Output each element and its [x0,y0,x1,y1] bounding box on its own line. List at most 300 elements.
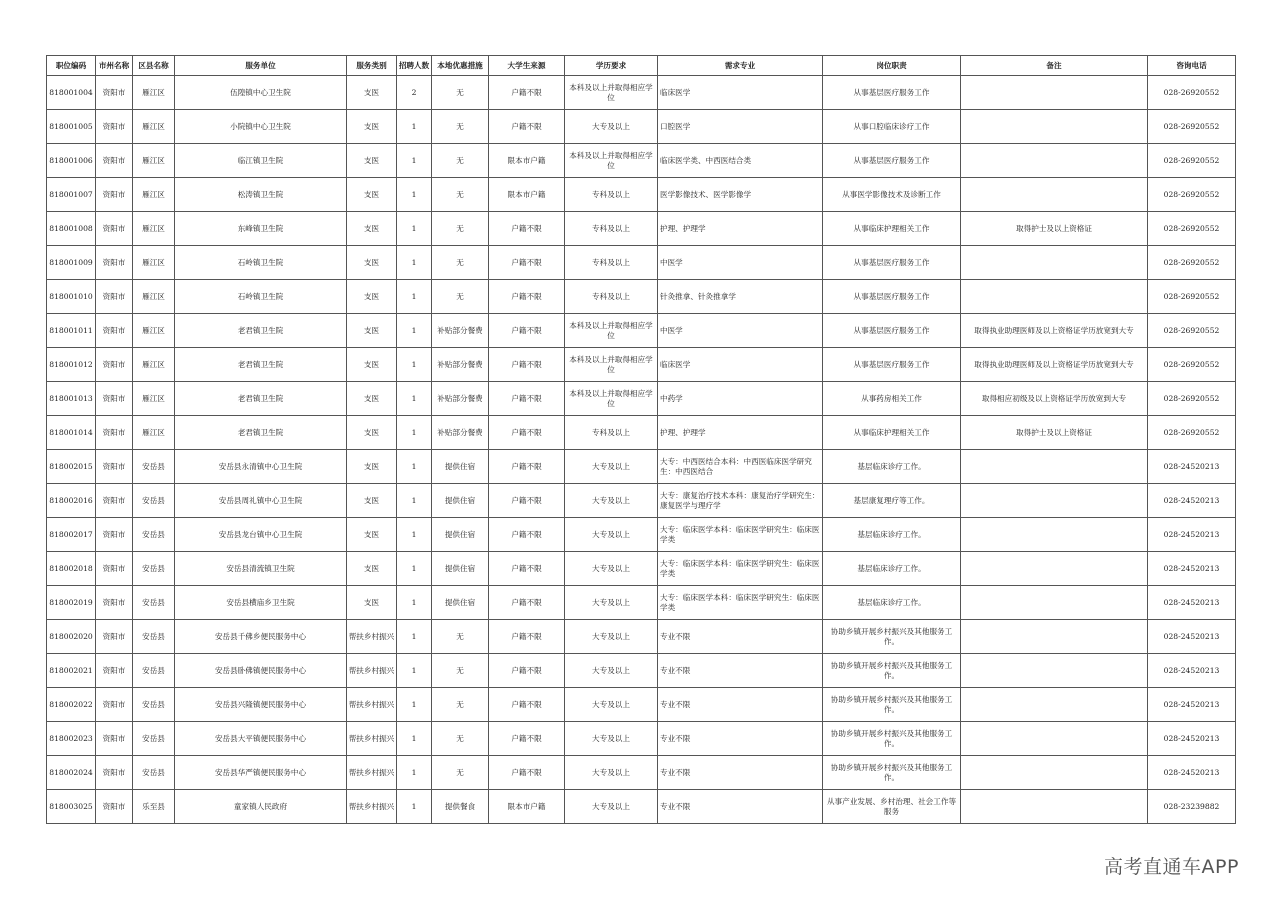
cell-job-code: 818001013 [47,382,96,416]
cell-service-type: 支医 [347,280,397,314]
header-city: 市州名称 [96,56,133,76]
header-headcount: 招聘人数 [397,56,432,76]
cell-major: 中药学 [658,382,823,416]
cell-city: 资阳市 [96,144,133,178]
cell-major: 专业不限 [658,722,823,756]
cell-remarks: 取得相应初级及以上资格证学历放宽到大专 [961,382,1148,416]
cell-phone: 028-24520213 [1148,552,1236,586]
cell-service-unit: 伍隍镇中心卫生院 [175,76,347,110]
cell-education: 大专及以上 [565,654,658,688]
cell-remarks [961,450,1148,484]
cell-headcount: 1 [397,246,432,280]
cell-service-unit: 老君镇卫生院 [175,382,347,416]
cell-phone: 028-26920552 [1148,144,1236,178]
cell-district: 雁江区 [133,144,175,178]
table-row [47,314,1236,348]
table-row [47,450,1236,484]
cell-job-code: 818001011 [47,314,96,348]
cell-service-type: 支医 [347,348,397,382]
cell-city: 资阳市 [96,790,133,824]
cell-local-benefit: 无 [432,756,489,790]
cell-local-benefit: 无 [432,620,489,654]
cell-remarks [961,76,1148,110]
recruitment-table [46,55,1236,824]
cell-service-type: 支医 [347,552,397,586]
cell-job-code: 818002021 [47,654,96,688]
header-student-origin: 大学生来源 [489,56,565,76]
cell-phone: 028-26920552 [1148,110,1236,144]
cell-phone: 028-24520213 [1148,688,1236,722]
cell-local-benefit: 无 [432,144,489,178]
table-header-row [47,56,1236,76]
cell-phone: 028-24520213 [1148,586,1236,620]
cell-job-code: 818001007 [47,178,96,212]
cell-city: 资阳市 [96,348,133,382]
cell-local-benefit: 无 [432,212,489,246]
table-row [47,790,1236,824]
header-local-benefit: 本地优惠措施 [432,56,489,76]
cell-duties: 从事产业发展、乡村治理、社会工作等服务 [823,790,961,824]
cell-job-code: 818001012 [47,348,96,382]
cell-duties: 协助乡镇开展乡村振兴及其他服务工作。 [823,654,961,688]
cell-student-origin: 户籍不限 [489,382,565,416]
cell-headcount: 1 [397,280,432,314]
cell-service-unit: 老君镇卫生院 [175,416,347,450]
cell-duties: 基层临床诊疗工作。 [823,450,961,484]
cell-duties: 基层临床诊疗工作。 [823,552,961,586]
cell-education: 大专及以上 [565,620,658,654]
table-row [47,178,1236,212]
cell-education: 专科及以上 [565,212,658,246]
cell-student-origin: 户籍不限 [489,246,565,280]
cell-education: 本科及以上并取得相应学位 [565,314,658,348]
cell-service-unit: 童家镇人民政府 [175,790,347,824]
cell-duties: 从事药房相关工作 [823,382,961,416]
cell-city: 资阳市 [96,110,133,144]
header-district: 区县名称 [133,56,175,76]
cell-local-benefit: 补贴部分餐费 [432,314,489,348]
cell-city: 资阳市 [96,76,133,110]
cell-headcount: 1 [397,416,432,450]
cell-major: 专业不限 [658,688,823,722]
cell-student-origin: 户籍不限 [489,722,565,756]
cell-phone: 028-26920552 [1148,314,1236,348]
cell-student-origin: 户籍不限 [489,620,565,654]
cell-phone: 028-26920552 [1148,178,1236,212]
table-row [47,756,1236,790]
table-row [47,246,1236,280]
table-row [47,586,1236,620]
cell-education: 大专及以上 [565,688,658,722]
cell-district: 乐至县 [133,790,175,824]
cell-service-unit: 老君镇卫生院 [175,348,347,382]
cell-remarks [961,722,1148,756]
cell-major: 医学影像技术、医学影像学 [658,178,823,212]
cell-job-code: 818003025 [47,790,96,824]
cell-education: 大专及以上 [565,552,658,586]
cell-duties: 协助乡镇开展乡村振兴及其他服务工作。 [823,688,961,722]
cell-service-type: 支医 [347,178,397,212]
cell-headcount: 1 [397,688,432,722]
cell-duties: 从事基层医疗服务工作 [823,348,961,382]
cell-city: 资阳市 [96,416,133,450]
cell-duties: 基层康复理疗等工作。 [823,484,961,518]
cell-phone: 028-26920552 [1148,280,1236,314]
cell-headcount: 1 [397,212,432,246]
cell-service-type: 帮扶乡村振兴 [347,756,397,790]
cell-service-unit: 安岳县周礼镇中心卫生院 [175,484,347,518]
cell-district: 雁江区 [133,416,175,450]
cell-student-origin: 户籍不限 [489,586,565,620]
cell-major: 口腔医学 [658,110,823,144]
cell-education: 专科及以上 [565,280,658,314]
cell-city: 资阳市 [96,722,133,756]
cell-local-benefit: 无 [432,654,489,688]
cell-job-code: 818001008 [47,212,96,246]
cell-headcount: 2 [397,76,432,110]
cell-job-code: 818001010 [47,280,96,314]
cell-headcount: 1 [397,552,432,586]
table-row [47,280,1236,314]
table-body [47,76,1236,824]
table-row [47,382,1236,416]
header-phone: 咨询电话 [1148,56,1236,76]
cell-service-unit: 临江镇卫生院 [175,144,347,178]
cell-major: 临床医学 [658,348,823,382]
cell-local-benefit: 补贴部分餐费 [432,416,489,450]
cell-job-code: 818002022 [47,688,96,722]
header-job-code: 职位编码 [47,56,96,76]
cell-major: 护理、护理学 [658,416,823,450]
cell-major: 专业不限 [658,756,823,790]
cell-headcount: 1 [397,790,432,824]
cell-local-benefit: 提供住宿 [432,484,489,518]
cell-headcount: 1 [397,110,432,144]
cell-duties: 从事基层医疗服务工作 [823,246,961,280]
cell-city: 资阳市 [96,688,133,722]
cell-service-unit: 安岳县龙台镇中心卫生院 [175,518,347,552]
table-row [47,620,1236,654]
cell-student-origin: 户籍不限 [489,654,565,688]
cell-education: 大专及以上 [565,110,658,144]
cell-service-unit: 安岳县永清镇中心卫生院 [175,450,347,484]
cell-headcount: 1 [397,348,432,382]
cell-district: 雁江区 [133,314,175,348]
cell-major: 大专：康复治疗技术本科：康复治疗学研究生：康复医学与理疗学 [658,484,823,518]
table-row [47,212,1236,246]
cell-job-code: 818002019 [47,586,96,620]
table-row [47,484,1236,518]
cell-headcount: 1 [397,518,432,552]
table-row [47,722,1236,756]
cell-city: 资阳市 [96,280,133,314]
table-row [47,552,1236,586]
cell-major: 中医学 [658,246,823,280]
cell-student-origin: 限本市户籍 [489,790,565,824]
cell-remarks: 取得执业助理医师及以上资格证学历放宽到大专 [961,314,1148,348]
cell-district: 安岳县 [133,450,175,484]
cell-student-origin: 户籍不限 [489,518,565,552]
cell-phone: 028-26920552 [1148,246,1236,280]
cell-district: 雁江区 [133,348,175,382]
cell-district: 安岳县 [133,756,175,790]
cell-service-type: 支医 [347,518,397,552]
cell-remarks [961,654,1148,688]
cell-service-unit: 老君镇卫生院 [175,314,347,348]
cell-major: 中医学 [658,314,823,348]
cell-district: 安岳县 [133,620,175,654]
cell-job-code: 818001006 [47,144,96,178]
cell-student-origin: 户籍不限 [489,756,565,790]
cell-city: 资阳市 [96,246,133,280]
cell-education: 大专及以上 [565,756,658,790]
cell-education: 本科及以上并取得相应学位 [565,382,658,416]
cell-phone: 028-26920552 [1148,348,1236,382]
cell-remarks [961,688,1148,722]
cell-student-origin: 限本市户籍 [489,144,565,178]
cell-local-benefit: 提供住宿 [432,586,489,620]
cell-duties: 基层临床诊疗工作。 [823,586,961,620]
cell-city: 资阳市 [96,314,133,348]
cell-job-code: 818002015 [47,450,96,484]
cell-service-unit: 石岭镇卫生院 [175,246,347,280]
cell-remarks [961,586,1148,620]
cell-education: 专科及以上 [565,416,658,450]
cell-education: 本科及以上并取得相应学位 [565,76,658,110]
cell-job-code: 818001005 [47,110,96,144]
cell-district: 雁江区 [133,212,175,246]
cell-service-unit: 石岭镇卫生院 [175,280,347,314]
cell-remarks [961,484,1148,518]
table-row [47,654,1236,688]
cell-student-origin: 限本市户籍 [489,178,565,212]
cell-headcount: 1 [397,314,432,348]
cell-service-type: 支医 [347,144,397,178]
cell-remarks [961,280,1148,314]
header-major: 需求专业 [658,56,823,76]
cell-service-type: 支医 [347,416,397,450]
cell-service-unit: 松涛镇卫生院 [175,178,347,212]
cell-education: 大专及以上 [565,722,658,756]
cell-district: 雁江区 [133,178,175,212]
cell-duties: 从事基层医疗服务工作 [823,76,961,110]
cell-education: 专科及以上 [565,246,658,280]
cell-phone: 028-26920552 [1148,382,1236,416]
cell-local-benefit: 无 [432,110,489,144]
cell-duties: 协助乡镇开展乡村振兴及其他服务工作。 [823,756,961,790]
cell-student-origin: 户籍不限 [489,450,565,484]
table-row [47,76,1236,110]
cell-duties: 协助乡镇开展乡村振兴及其他服务工作。 [823,620,961,654]
table-row [47,348,1236,382]
cell-city: 资阳市 [96,484,133,518]
cell-local-benefit: 提供住宿 [432,450,489,484]
cell-job-code: 818002023 [47,722,96,756]
cell-headcount: 1 [397,722,432,756]
cell-service-unit: 安岳县千佛乡便民服务中心 [175,620,347,654]
cell-education: 大专及以上 [565,518,658,552]
cell-local-benefit: 无 [432,722,489,756]
cell-city: 资阳市 [96,212,133,246]
cell-remarks [961,552,1148,586]
cell-education: 本科及以上并取得相应学位 [565,348,658,382]
cell-service-unit: 安岳县华严镇便民服务中心 [175,756,347,790]
cell-service-unit: 小院镇中心卫生院 [175,110,347,144]
cell-job-code: 818002024 [47,756,96,790]
cell-city: 资阳市 [96,382,133,416]
cell-student-origin: 户籍不限 [489,484,565,518]
cell-student-origin: 户籍不限 [489,688,565,722]
cell-service-unit: 安岳县兴隆镇便民服务中心 [175,688,347,722]
cell-city: 资阳市 [96,654,133,688]
cell-district: 雁江区 [133,76,175,110]
header-duties: 岗位职责 [823,56,961,76]
cell-headcount: 1 [397,382,432,416]
cell-phone: 028-24520213 [1148,450,1236,484]
cell-local-benefit: 无 [432,688,489,722]
cell-service-type: 支医 [347,484,397,518]
cell-district: 安岳县 [133,688,175,722]
cell-remarks [961,178,1148,212]
cell-headcount: 1 [397,756,432,790]
cell-duties: 从事基层医疗服务工作 [823,144,961,178]
cell-major: 针灸推拿、针灸推拿学 [658,280,823,314]
cell-local-benefit: 无 [432,76,489,110]
cell-city: 资阳市 [96,586,133,620]
cell-local-benefit: 无 [432,280,489,314]
cell-local-benefit: 提供住宿 [432,552,489,586]
cell-service-unit: 安岳县清流镇卫生院 [175,552,347,586]
cell-phone: 028-24520213 [1148,518,1236,552]
cell-major: 专业不限 [658,654,823,688]
header-service-type: 服务类别 [347,56,397,76]
cell-remarks [961,620,1148,654]
cell-job-code: 818001014 [47,416,96,450]
cell-job-code: 818002018 [47,552,96,586]
cell-headcount: 1 [397,484,432,518]
cell-job-code: 818002016 [47,484,96,518]
cell-major: 大专：临床医学本科：临床医学研究生：临床医学类 [658,518,823,552]
cell-district: 安岳县 [133,722,175,756]
cell-duties: 从事医学影像技术及诊断工作 [823,178,961,212]
cell-phone: 028-26920552 [1148,212,1236,246]
cell-education: 大专及以上 [565,450,658,484]
cell-remarks: 取得执业助理医师及以上资格证学历放宽到大专 [961,348,1148,382]
cell-district: 安岳县 [133,654,175,688]
cell-student-origin: 户籍不限 [489,348,565,382]
table-row [47,518,1236,552]
cell-service-type: 支医 [347,382,397,416]
cell-education: 专科及以上 [565,178,658,212]
cell-local-benefit: 无 [432,178,489,212]
cell-city: 资阳市 [96,518,133,552]
table-row [47,144,1236,178]
cell-remarks [961,756,1148,790]
cell-service-type: 帮扶乡村振兴 [347,654,397,688]
cell-remarks: 取得护士及以上资格证 [961,212,1148,246]
cell-service-unit: 东峰镇卫生院 [175,212,347,246]
cell-city: 资阳市 [96,178,133,212]
cell-service-type: 支医 [347,76,397,110]
cell-service-type: 支医 [347,212,397,246]
cell-service-type: 支医 [347,314,397,348]
cell-education: 本科及以上并取得相应学位 [565,144,658,178]
cell-service-type: 支医 [347,246,397,280]
cell-local-benefit: 提供餐食 [432,790,489,824]
header-education: 学历要求 [565,56,658,76]
cell-service-type: 支医 [347,586,397,620]
cell-headcount: 1 [397,144,432,178]
cell-service-unit: 安岳县大平镇便民服务中心 [175,722,347,756]
cell-phone: 028-24520213 [1148,620,1236,654]
cell-city: 资阳市 [96,756,133,790]
cell-student-origin: 户籍不限 [489,110,565,144]
cell-duties: 从事基层医疗服务工作 [823,280,961,314]
cell-remarks [961,246,1148,280]
header-remarks: 备注 [961,56,1148,76]
cell-district: 雁江区 [133,110,175,144]
cell-job-code: 818002020 [47,620,96,654]
cell-service-type: 支医 [347,450,397,484]
cell-district: 安岳县 [133,586,175,620]
table-row [47,688,1236,722]
cell-phone: 028-26920552 [1148,76,1236,110]
cell-local-benefit: 提供住宿 [432,518,489,552]
cell-headcount: 1 [397,178,432,212]
cell-remarks: 取得护士及以上资格证 [961,416,1148,450]
cell-student-origin: 户籍不限 [489,212,565,246]
cell-phone: 028-26920552 [1148,416,1236,450]
cell-job-code: 818002017 [47,518,96,552]
cell-student-origin: 户籍不限 [489,416,565,450]
cell-duties: 协助乡镇开展乡村振兴及其他服务工作。 [823,722,961,756]
cell-major: 专业不限 [658,620,823,654]
cell-service-type: 支医 [347,110,397,144]
cell-headcount: 1 [397,654,432,688]
cell-education: 大专及以上 [565,586,658,620]
cell-district: 雁江区 [133,280,175,314]
cell-major: 大专：临床医学本科：临床医学研究生：临床医学类 [658,586,823,620]
cell-district: 雁江区 [133,382,175,416]
cell-district: 安岳县 [133,552,175,586]
cell-duties: 从事临床护理相关工作 [823,416,961,450]
header-service-unit: 服务单位 [175,56,347,76]
cell-major: 大专：临床医学本科：临床医学研究生：临床医学类 [658,552,823,586]
cell-duties: 基层临床诊疗工作。 [823,518,961,552]
cell-district: 安岳县 [133,484,175,518]
cell-phone: 028-23239882 [1148,790,1236,824]
cell-service-type: 帮扶乡村振兴 [347,722,397,756]
cell-remarks [961,110,1148,144]
cell-service-unit: 安岳县横庙乡卫生院 [175,586,347,620]
watermark-text: 高考直通车APP [1104,856,1239,878]
cell-major: 专业不限 [658,790,823,824]
cell-service-unit: 安岳县卧佛镇便民服务中心 [175,654,347,688]
cell-student-origin: 户籍不限 [489,76,565,110]
cell-local-benefit: 补贴部分餐费 [432,348,489,382]
cell-major: 大专：中西医结合本科：中西医临床医学研究生：中西医结合 [658,450,823,484]
table-row [47,416,1236,450]
cell-phone: 028-24520213 [1148,654,1236,688]
cell-duties: 从事口腔临床诊疗工作 [823,110,961,144]
cell-job-code: 818001009 [47,246,96,280]
cell-service-type: 帮扶乡村振兴 [347,688,397,722]
cell-service-type: 帮扶乡村振兴 [347,790,397,824]
cell-headcount: 1 [397,620,432,654]
cell-remarks [961,790,1148,824]
cell-district: 安岳县 [133,518,175,552]
cell-duties: 从事基层医疗服务工作 [823,314,961,348]
